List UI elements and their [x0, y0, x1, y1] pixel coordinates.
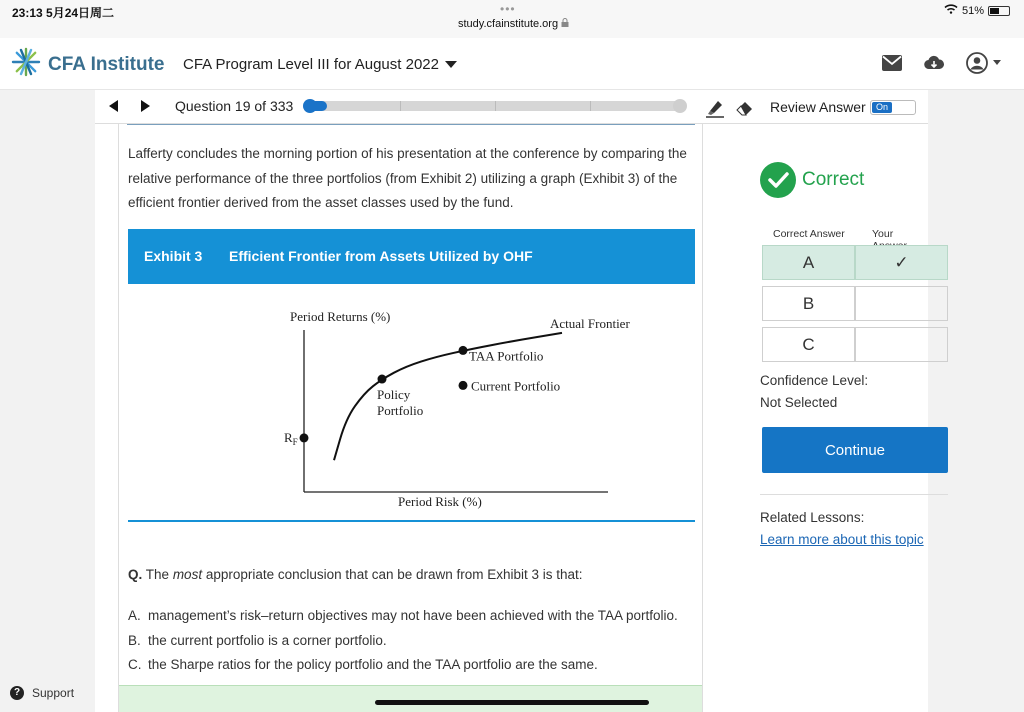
answer-row-c: [762, 327, 948, 362]
your-answer-mark: [855, 286, 948, 321]
right-gutter: [928, 90, 1024, 712]
review-answer-toggle[interactable]: [870, 100, 916, 115]
more-dots-icon[interactable]: •••: [500, 2, 516, 16]
support-label: Support: [32, 686, 75, 700]
result-panel: [703, 124, 928, 712]
question-stem: [128, 567, 583, 582]
caret-down-icon: [445, 56, 457, 73]
side-divider: [760, 494, 948, 495]
your-answer-header: Your: [872, 228, 894, 240]
chart-point-label: Portfolio: [377, 403, 424, 419]
exhibit-number: Exhibit 3: [144, 248, 203, 264]
option-letter: B.: [128, 632, 141, 648]
your-answer-mark: [855, 327, 948, 362]
result-status-text: Correct: [802, 169, 865, 190]
result-status: [760, 162, 864, 198]
confidence-value: Not Selected: [760, 395, 838, 410]
content-divider: [127, 124, 695, 125]
answer-letter: C: [762, 327, 855, 362]
correct-answer-header: Correct Answer: [773, 228, 845, 240]
question-content: [118, 124, 703, 712]
answer-option-a[interactable]: [128, 604, 703, 629]
related-lessons-label: Related Lessons:: [760, 510, 865, 525]
answer-options: [128, 604, 703, 678]
header-icons: [882, 52, 1002, 79]
chart-point-label: TAA Portfolio: [469, 348, 544, 364]
confidence-label: Confidence Level:: [760, 373, 869, 388]
x-axis-label: Period Risk (%): [398, 494, 482, 509]
answer-row-b: [762, 286, 948, 321]
chart-point: [459, 381, 468, 390]
wifi-icon: [944, 4, 958, 17]
option-text: the current portfolio is a corner portfolio.: [148, 632, 387, 648]
url-text: study.cfainstitute.org: [458, 18, 559, 30]
lock-icon: [561, 18, 569, 30]
question-stem-emphasis: most: [172, 567, 203, 582]
status-bar: [0, 0, 1024, 38]
review-answer-label: Review Answer: [770, 99, 866, 115]
answer-letter: B: [762, 286, 855, 321]
answer-letter: A: [762, 245, 855, 280]
question-toolbar: [95, 90, 928, 124]
question-prefix: Q.: [128, 567, 143, 582]
support-button[interactable]: [10, 686, 74, 700]
case-passage: Lafferty concludes the morning portion of his presentation at the conference by comparing the relative performance of the three portfolios (from Exhibit 2) utilizing a graph (Exhibit 3) of the efficient frontier derived from the asset classes used by the fund.: [128, 146, 687, 210]
confidence-block: [760, 370, 868, 414]
continue-button[interactable]: Continue: [762, 427, 948, 473]
eraser-icon[interactable]: [735, 98, 755, 118]
option-letter: C.: [128, 657, 142, 672]
option-text: the Sharpe ratios for the policy portfolio and the TAA portfolio are the same.: [148, 657, 598, 672]
app-header: [0, 38, 1024, 90]
help-icon: ?: [10, 686, 24, 700]
check-circle-icon: [760, 162, 796, 198]
home-indicator[interactable]: [375, 700, 649, 705]
chart-point-label: $R_F$: [284, 429, 298, 447]
exhibit-footer-rule: [128, 520, 695, 522]
related-lesson-link[interactable]: Learn more about this topic: [760, 532, 924, 547]
answer-row-a: [762, 245, 948, 280]
cfa-globe-icon: [10, 46, 42, 83]
previous-question-arrow-icon[interactable]: [109, 100, 118, 115]
mail-icon[interactable]: [882, 55, 902, 76]
y-axis-label: Period Returns (%): [290, 309, 391, 324]
cfa-logo[interactable]: [10, 46, 164, 83]
progress-tick: [400, 101, 401, 111]
option-letter: A.: [128, 608, 141, 623]
progress-tick: [495, 101, 496, 111]
battery-percent: 51%: [961, 4, 984, 17]
question-progress-bar[interactable]: [305, 101, 685, 111]
chart-point: [459, 346, 468, 355]
your-answer-mark: ✓: [855, 245, 948, 280]
battery-icon: [988, 6, 1010, 16]
efficient-frontier-chart: [128, 284, 695, 520]
actual-frontier-label: Actual Frontier: [550, 315, 630, 331]
question-counter: Question 19 of 333: [175, 98, 294, 114]
chart-point-label: Policy: [377, 387, 411, 403]
chart-point: [378, 375, 387, 384]
user-account-icon[interactable]: [966, 52, 1002, 79]
next-question-arrow-icon[interactable]: [141, 100, 150, 115]
status-right: [944, 4, 1010, 17]
highlighter-icon[interactable]: [705, 98, 725, 118]
exhibit-title: Efficient Frontier from Assets Utilized by OHF: [229, 248, 533, 264]
status-time: 23:13 5月24日周二: [12, 6, 115, 20]
progress-start-knob: [303, 99, 317, 113]
toggle-on-label: On: [872, 102, 892, 113]
program-selector[interactable]: [183, 56, 457, 73]
answer-option-c[interactable]: [128, 653, 703, 678]
exhibit-header: [128, 229, 695, 284]
question-stem-end: appropriate conclusion that can be drawn from Exhibit 3 is that:: [205, 567, 583, 582]
option-text: management’s risk–return objectives may not have been achieved with the TAA portfolio.: [148, 608, 678, 623]
chart-point: [300, 433, 309, 442]
progress-tick: [590, 101, 591, 111]
address-bar[interactable]: [458, 18, 569, 30]
question-stem-start: The: [145, 567, 170, 582]
chart-point-label: Current Portfolio: [471, 378, 561, 394]
logo-text: CFA Institute: [48, 53, 165, 75]
answer-option-b[interactable]: [128, 629, 703, 654]
program-label: CFA Program Level III for August 2022: [183, 56, 439, 73]
explanation-panel: [119, 685, 702, 712]
progress-end-knob: [673, 99, 687, 113]
left-gutter: [0, 90, 95, 712]
cloud-download-icon[interactable]: [924, 55, 944, 76]
